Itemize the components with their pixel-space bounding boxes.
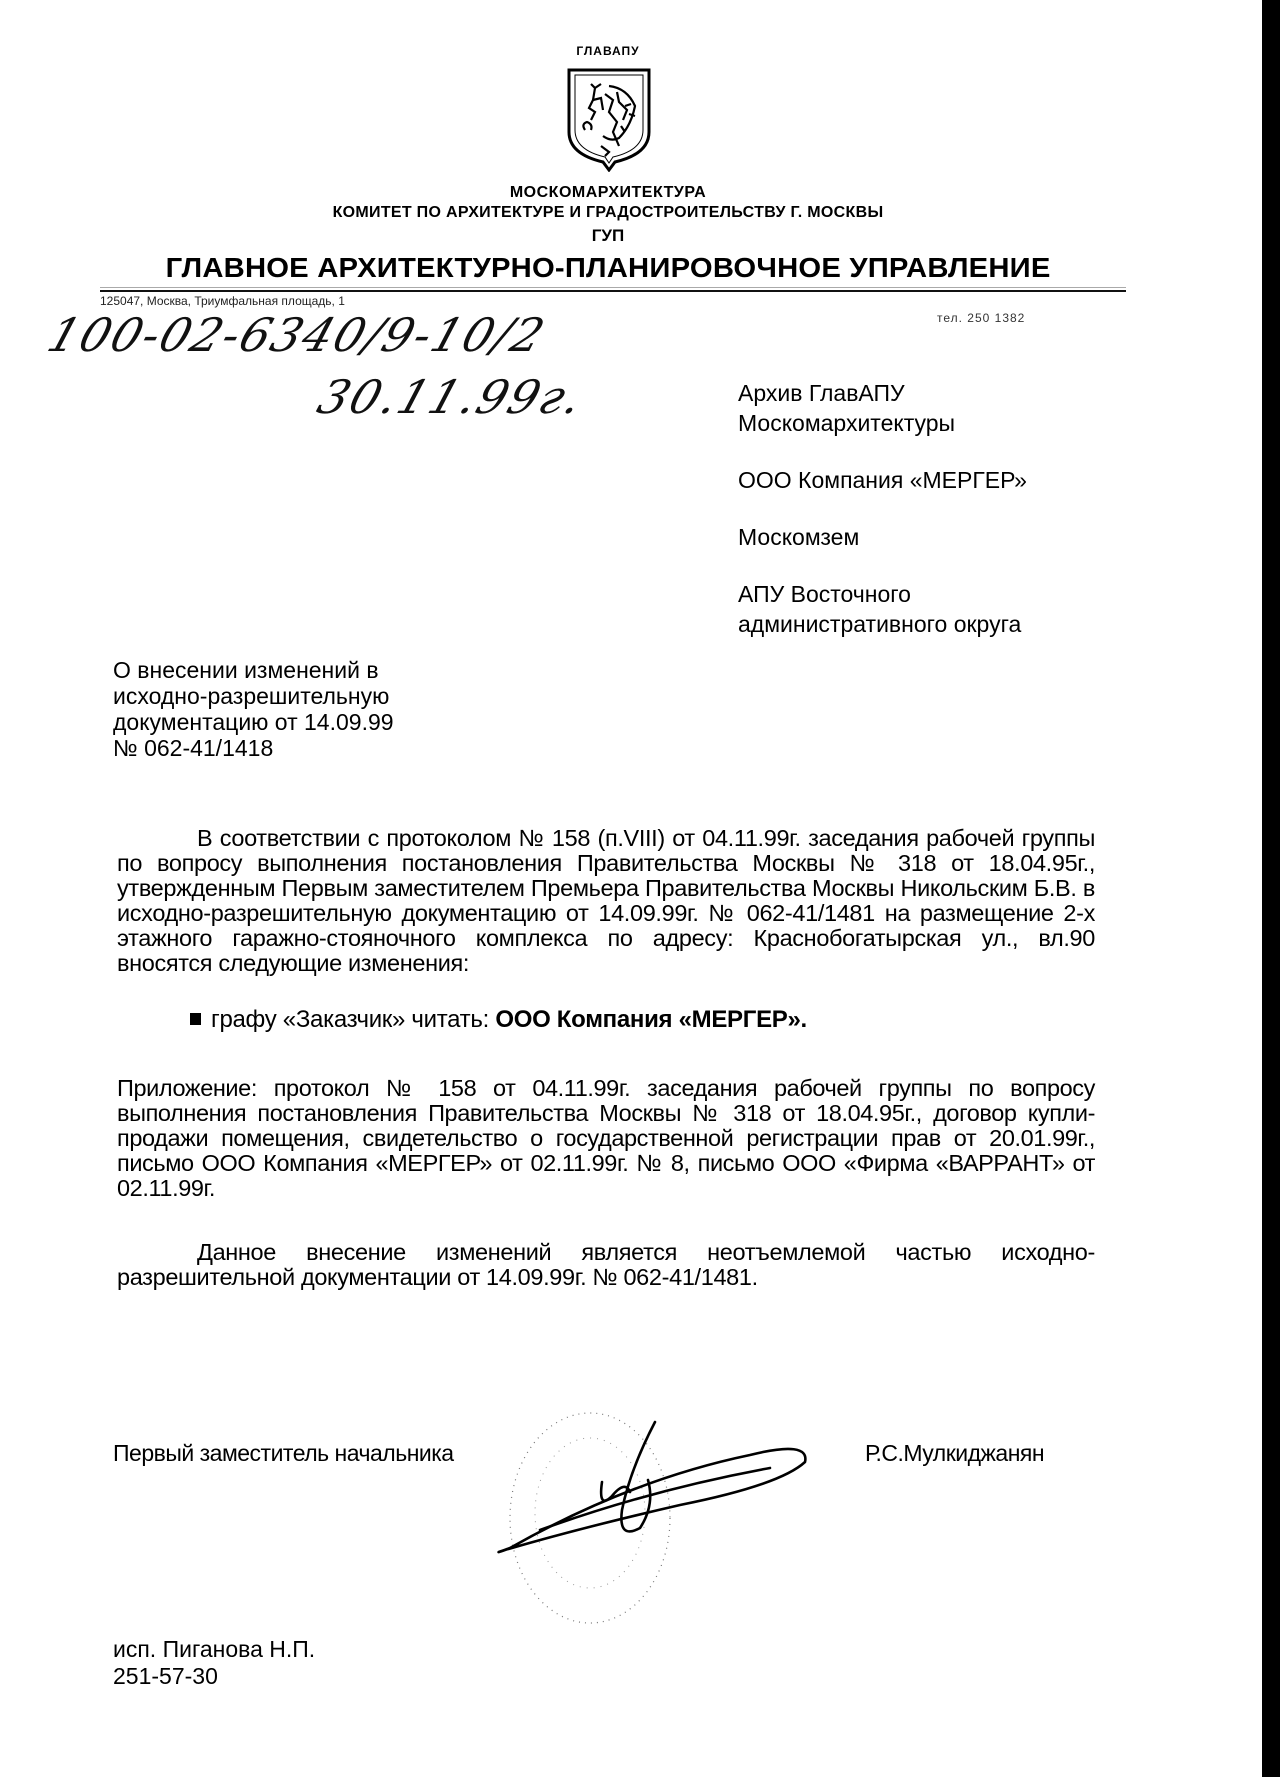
- header-rule: [100, 290, 1126, 292]
- subject-line: № 062-41/1418: [113, 735, 274, 761]
- emblem-caption: ГЛАВАПУ: [576, 44, 640, 58]
- handwritten-registration-number: 100-02-6340/9-10/2: [41, 308, 553, 362]
- executor-block: [113, 1636, 315, 1690]
- letter-subject: [113, 657, 394, 761]
- subject-line: документацию от 14.09.99: [113, 709, 394, 735]
- amendment-bullet: [190, 1006, 807, 1034]
- amendment-field: графу «Заказчик» читать:: [211, 1006, 489, 1033]
- addressee-line: административного округа: [738, 611, 1022, 637]
- signatory-title: Первый заместитель начальника: [113, 1440, 454, 1466]
- addressee-line: Москомзем: [738, 524, 860, 550]
- header-rule-thin: [100, 287, 1126, 288]
- addressee-line: АПУ Восточного: [738, 581, 911, 607]
- addressee: [738, 522, 1027, 552]
- org-phone: тел. 250 1382: [937, 311, 1026, 325]
- body-paragraph-conclusion: Данное внесение изменений является неотъемлемой частью исходно-разрешительной документации от 14.09.99г. № 062-41/1481.: [117, 1239, 1095, 1290]
- addressee: [738, 378, 1027, 438]
- subject-line: О внесении изменений в: [113, 657, 379, 683]
- handwritten-registration-date: 30.11.99г.: [311, 370, 592, 424]
- org-address: 125047, Москва, Триумфальная площадь, 1: [100, 294, 345, 308]
- org-committee-name: КОМИТЕТ ПО АРХИТЕКТУРЕ И ГРАДОСТРОИТЕЛЬСТВУ Г. МОСКВЫ: [332, 204, 884, 221]
- coat-of-arms-icon: [565, 66, 653, 172]
- org-type: ГУП: [591, 226, 625, 245]
- executor-phone: 251-57-30: [113, 1663, 218, 1689]
- org-short-name: МОСКОМАРХИТЕКТУРА: [509, 184, 707, 201]
- org-full-name: ГЛАВНОЕ АРХИТЕКТУРНО-ПЛАНИРОВОЧНОЕ УПРАВЛЕНИЕ: [165, 252, 1051, 283]
- scan-border: [1262, 0, 1280, 1777]
- addressee: [738, 579, 1027, 639]
- addressee-line: ООО Компания «МЕРГЕР»: [738, 467, 1027, 493]
- signatory-name: Р.С.Мулкиджанян: [865, 1440, 1045, 1466]
- executor-name: исп. Пиганова Н.П.: [113, 1636, 316, 1662]
- amendment-value: ООО Компания «МЕРГЕР».: [495, 1006, 807, 1033]
- square-bullet-icon: [190, 1013, 201, 1025]
- addressee: [738, 465, 1027, 495]
- addressee-line: Москомархитектуры: [738, 410, 956, 436]
- addressee-line: Архив ГлавАПУ: [738, 380, 905, 406]
- addressee-list: [738, 378, 1027, 666]
- subject-line: исходно-разрешительную: [113, 683, 390, 709]
- body-paragraph-attachments: Приложение: протокол № 158 от 04.11.99г. заседания рабочей группы по вопросу выполнения постановления Правительства Москвы № 318 от 18.04.95г., договор купли-продажи помещения, свидетельство о государственной регистрации прав от 20.01.99г., письмо ООО Компания «МЕРГЕР» от 02.11.99г. № 8, письмо ООО «Фирма «ВАРРАНТ» от 02.11.99г.: [117, 1075, 1095, 1201]
- handwritten-signature-icon: [480, 1410, 840, 1560]
- body-paragraph-main: В соответствии с протоколом № 158 (п.VIII) от 04.11.99г. заседания рабочей группы по вопросу выполнения постановления Правительства Москвы № 318 от 18.04.95г., утвержденным Первым заместителем Премьера Правительства Москвы Никольским Б.В. в исходно-разрешительную документацию от 14.09.99г. № 062-41/1481 на размещение 2-х этажного гаражно-стояночного комплекса по адресу: Краснобогатырская ул., вл.90 вносятся следующие изменения:: [117, 825, 1095, 976]
